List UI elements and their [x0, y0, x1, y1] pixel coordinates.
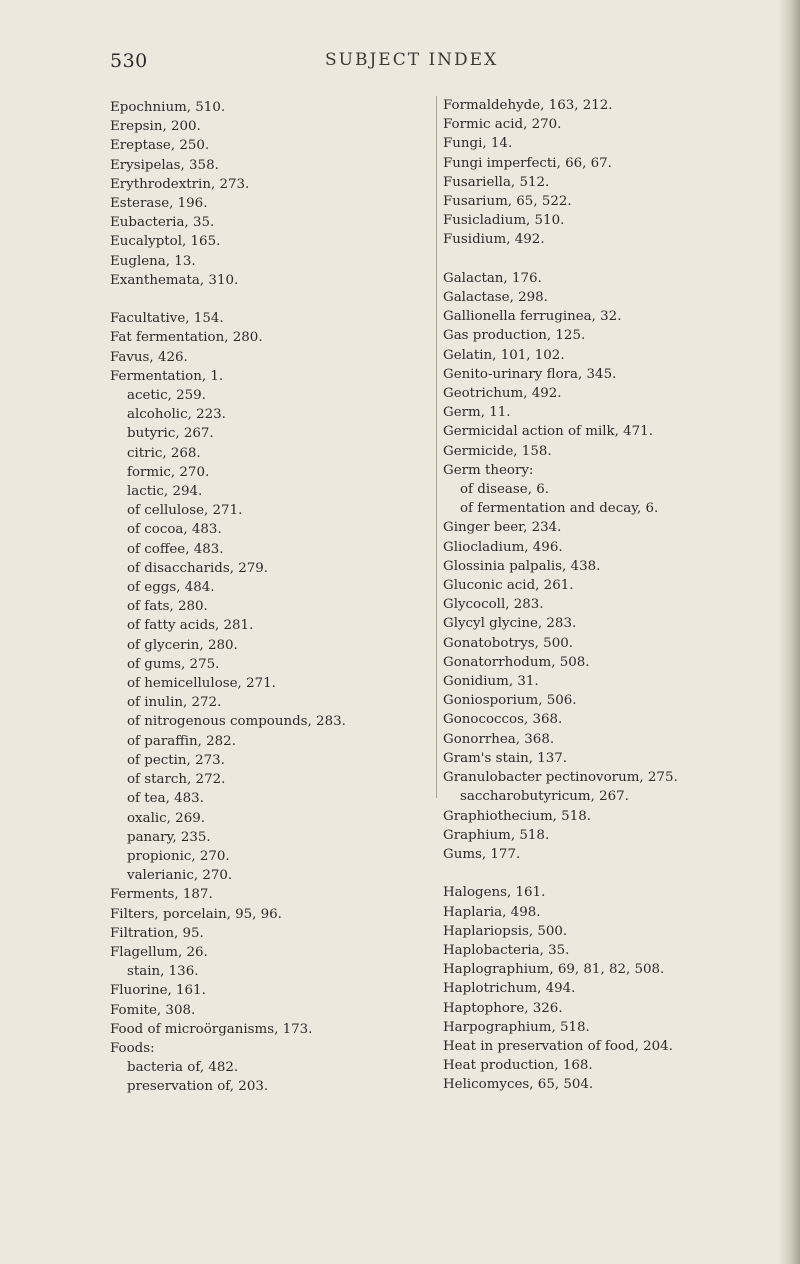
index-subentry: of fermentation and decay, 6.: [460, 501, 659, 517]
index-entry: Geotrichum, 492.: [443, 386, 562, 402]
index-entry: Exanthemata, 310.: [110, 272, 239, 288]
index-subentry: of paraffin, 282.: [127, 733, 236, 749]
index-entry: Erepsin, 200.: [110, 119, 201, 135]
index-entry: Foods:: [110, 1040, 155, 1056]
index-entry: Fusarium, 65, 522.: [443, 194, 572, 210]
index-subentry: valerianic, 270.: [127, 868, 233, 884]
index-entry: Gliocladium, 496.: [443, 539, 563, 555]
index-subentry: preservation of, 203.: [127, 1079, 269, 1095]
index-subentry: of fats, 280.: [127, 599, 208, 615]
index-entry: Glossinia palpalis, 438.: [443, 558, 601, 574]
index-entry: Heat production, 168.: [443, 1058, 593, 1074]
index-subentry: formic, 270.: [127, 464, 210, 480]
index-entry: Erysipelas, 358.: [110, 157, 219, 173]
index-entry: Eubacteria, 35.: [110, 215, 215, 231]
index-entry: Graphiothecium, 518.: [443, 808, 591, 824]
index-subentry: of disaccharids, 279.: [127, 560, 269, 576]
index-entry: Esterase, 196.: [110, 196, 208, 212]
index-entry: Ferments, 187.: [110, 887, 213, 903]
index-entry: Fungi imperfecti, 66, 67.: [443, 155, 612, 171]
index-entry: Gallionella ferruginea, 32.: [443, 309, 622, 325]
index-column-right: [436, 96, 800, 1093]
index-entry: Food of microörganisms, 173.: [110, 1021, 313, 1037]
index-subentry: of glycerin, 280.: [127, 637, 238, 653]
index-subentry: panary, 235.: [127, 829, 211, 845]
index-entry: Gonatorrhodum, 508.: [443, 654, 590, 670]
index-subentry: stain, 136.: [127, 964, 199, 980]
index-subentry: of pectin, 273.: [127, 752, 225, 768]
index-entry: Haplaria, 498.: [443, 904, 541, 920]
index-subentry: of disease, 6.: [460, 482, 549, 498]
page-number: 530: [110, 50, 148, 72]
index-subentry: of fatty acids, 281.: [127, 618, 254, 634]
index-entry: Genito-urinary flora, 345.: [443, 366, 617, 382]
index-subentry: propionic, 270.: [127, 848, 230, 864]
index-entry: Gas production, 125.: [443, 328, 586, 344]
index-subentry: bacteria of, 482.: [127, 1060, 239, 1076]
index-entry: Fomite, 308.: [110, 1002, 196, 1018]
index-entry: Goniosporium, 506.: [443, 693, 577, 709]
index-entry: Fluorine, 161.: [110, 983, 206, 999]
index-subentry: butyric, 267.: [127, 426, 214, 442]
index-entry: Euglena, 13.: [110, 253, 196, 269]
index-subentry: acetic, 259.: [127, 388, 206, 404]
index-subentry: of starch, 272.: [127, 772, 226, 788]
index-entry: Facultative, 154.: [110, 311, 224, 327]
index-entry: Gelatin, 101, 102.: [443, 347, 565, 363]
index-entry: Helicomyces, 65, 504.: [443, 1077, 594, 1093]
page-title: SUBJECT INDEX: [325, 50, 499, 70]
index-entry: Fusariella, 512.: [443, 174, 550, 190]
index-column-left: [110, 98, 440, 1097]
index-entry: Galactan, 176.: [443, 270, 542, 286]
index-entry: Flagellum, 26.: [110, 944, 208, 960]
index-entry: Haplographium, 69, 81, 82, 508.: [443, 962, 665, 978]
index-entry: Gluconic acid, 261.: [443, 578, 574, 594]
index-entry: Galactase, 298.: [443, 290, 548, 306]
index-subentry: lactic, 294.: [127, 484, 203, 500]
index-entry: Heat in preservation of food, 204.: [443, 1038, 673, 1054]
index-entry: Gonidium, 31.: [443, 674, 539, 690]
index-subentry: of gums, 275.: [127, 656, 220, 672]
index-subentry: of inulin, 272.: [127, 695, 222, 711]
index-entry: Fermentation, 1.: [110, 368, 224, 384]
index-entry: Gonorrhea, 368.: [443, 731, 555, 747]
index-entry: Fusicladium, 510.: [443, 213, 565, 229]
index-entry: Haptophore, 326.: [443, 1000, 563, 1016]
index-entry: Fat fermentation, 280.: [110, 330, 263, 346]
index-entry: Glycyl glycine, 283.: [443, 616, 577, 632]
index-entry: Glycocoll, 283.: [443, 597, 544, 613]
index-entry: Harpographium, 518.: [443, 1019, 590, 1035]
index-entry: Graphium, 518.: [443, 827, 550, 843]
index-subentry: oxalic, 269.: [127, 810, 205, 826]
index-entry: Germicidal action of milk, 471.: [443, 424, 653, 440]
index-entry: Haplobacteria, 35.: [443, 942, 570, 958]
index-subentry: of hemicellulose, 271.: [127, 676, 276, 692]
index-entry: Fusidium, 492.: [443, 232, 545, 248]
index-entry: Germicide, 158.: [443, 443, 552, 459]
index-entry: Eucalyptol, 165.: [110, 234, 221, 250]
index-entry: Gonococcos, 368.: [443, 712, 563, 728]
index-subentry: of cellulose, 271.: [127, 503, 243, 519]
index-entry: Ginger beer, 234.: [443, 520, 562, 536]
index-entry: Haplariopsis, 500.: [443, 923, 568, 939]
index-entry: Gram's stain, 137.: [443, 750, 568, 766]
index-entry: Gonatobotrys, 500.: [443, 635, 573, 651]
index-entry: Formaldehyde, 163, 212.: [443, 98, 613, 113]
index-entry: Germ theory:: [443, 462, 534, 478]
index-subentry: of eggs, 484.: [127, 580, 215, 596]
index-entry: Ereptase, 250.: [110, 138, 210, 154]
index-subentry: alcoholic, 223.: [127, 407, 226, 423]
index-entry: Formic acid, 270.: [443, 117, 562, 133]
index-entry: Erythrodextrin, 273.: [110, 176, 250, 192]
index-entry: Gums, 177.: [443, 846, 521, 862]
index-subentry: of cocoa, 483.: [127, 522, 222, 538]
index-entry: Fungi, 14.: [443, 136, 513, 152]
index-subentry: of coffee, 483.: [127, 541, 224, 557]
index-subentry: of nitrogenous compounds, 283.: [127, 714, 346, 730]
index-subentry: citric, 268.: [127, 445, 201, 461]
index-entry: Haplotrichum, 494.: [443, 981, 576, 997]
index-subentry: of tea, 483.: [127, 791, 204, 807]
index-entry: Epochnium, 510.: [110, 100, 226, 115]
index-entry: Favus, 426.: [110, 349, 188, 365]
index-entry: Filters, porcelain, 95, 96.: [110, 906, 282, 922]
index-entry: Filtration, 95.: [110, 925, 204, 941]
index-entry: Granulobacter pectinovorum, 275.: [443, 770, 678, 786]
index-entry: Germ, 11.: [443, 405, 511, 421]
index-entry: Halogens, 161.: [443, 885, 546, 901]
index-subentry: saccharobutyricum, 267.: [460, 789, 629, 805]
